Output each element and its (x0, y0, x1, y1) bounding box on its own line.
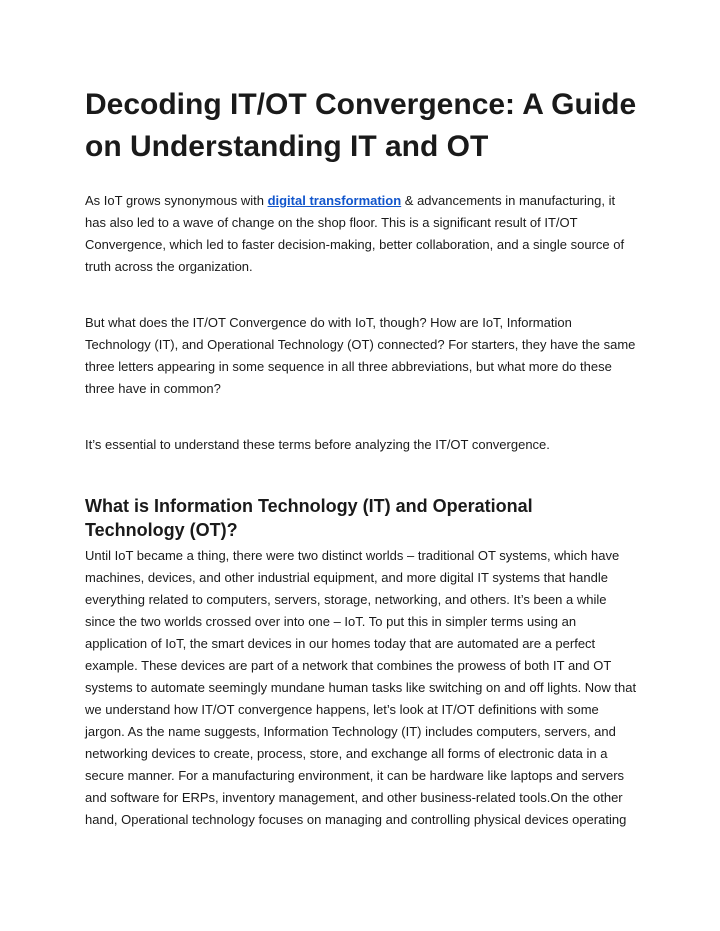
section-body-paragraph: Until IoT became a thing, there were two distinct worlds – traditional OT systems, which have machines, devices, and other industrial equipment, and more digital IT systems that handle everything related to computers, servers, storage, networking, and others. It’s been a while since the two worlds crossed over into one – IoT. To put this in simpler terms using an application of IoT, the smart devices in our homes today that are automated are a perfect example. These devices are part of a network that combines the prowess of both IT and OT systems to automate seemingly mundane human tasks like switching on and off lights. Now that we understand how IT/OT convergence happens, let’s look at IT/OT definitions with some jargon. As the name suggests, Information Technology (IT) includes computers, servers, and networking devices to create, process, store, and exchange all forms of electronic data in a secure manner. For a manufacturing environment, it can be hardware like laptops and servers and software for ERPs, inventory management, and other business-related tools.On the other hand, Operational technology focuses on managing and controlling physical devices operating (85, 548, 637, 827)
document-page (85, 84, 637, 831)
page-title: Decoding IT/OT Convergence: A Guide on Understanding IT and OT (85, 88, 637, 163)
intro-text-before-link: As IoT grows synonymous with (85, 193, 268, 208)
digital-transformation-link[interactable]: digital transformation (267, 193, 402, 208)
intro-paragraph (85, 190, 637, 278)
paragraph-iot-connection: But what does the IT/OT Convergence do with IoT, though? How are IoT, Information Technology (IT), and Operational Technology (OT) connected? For starters, they have the same three letters appearing in some sequence in all three abbreviations, but what more do these three have in common? (85, 315, 636, 396)
intro-text-after-link: & advancements in manufacturing, it has also led to a wave of change on the shop floor. This is a significant result of IT/OT Convergence, which led to faster decision-making, better collaboration, and a single source of truth across the organization. (85, 193, 625, 274)
section-heading: What is Information Technology (IT) and Operational Technology (OT)? (85, 496, 533, 540)
paragraph-essential-terms: It’s essential to understand these terms before analyzing the IT/OT convergence. (85, 437, 550, 452)
